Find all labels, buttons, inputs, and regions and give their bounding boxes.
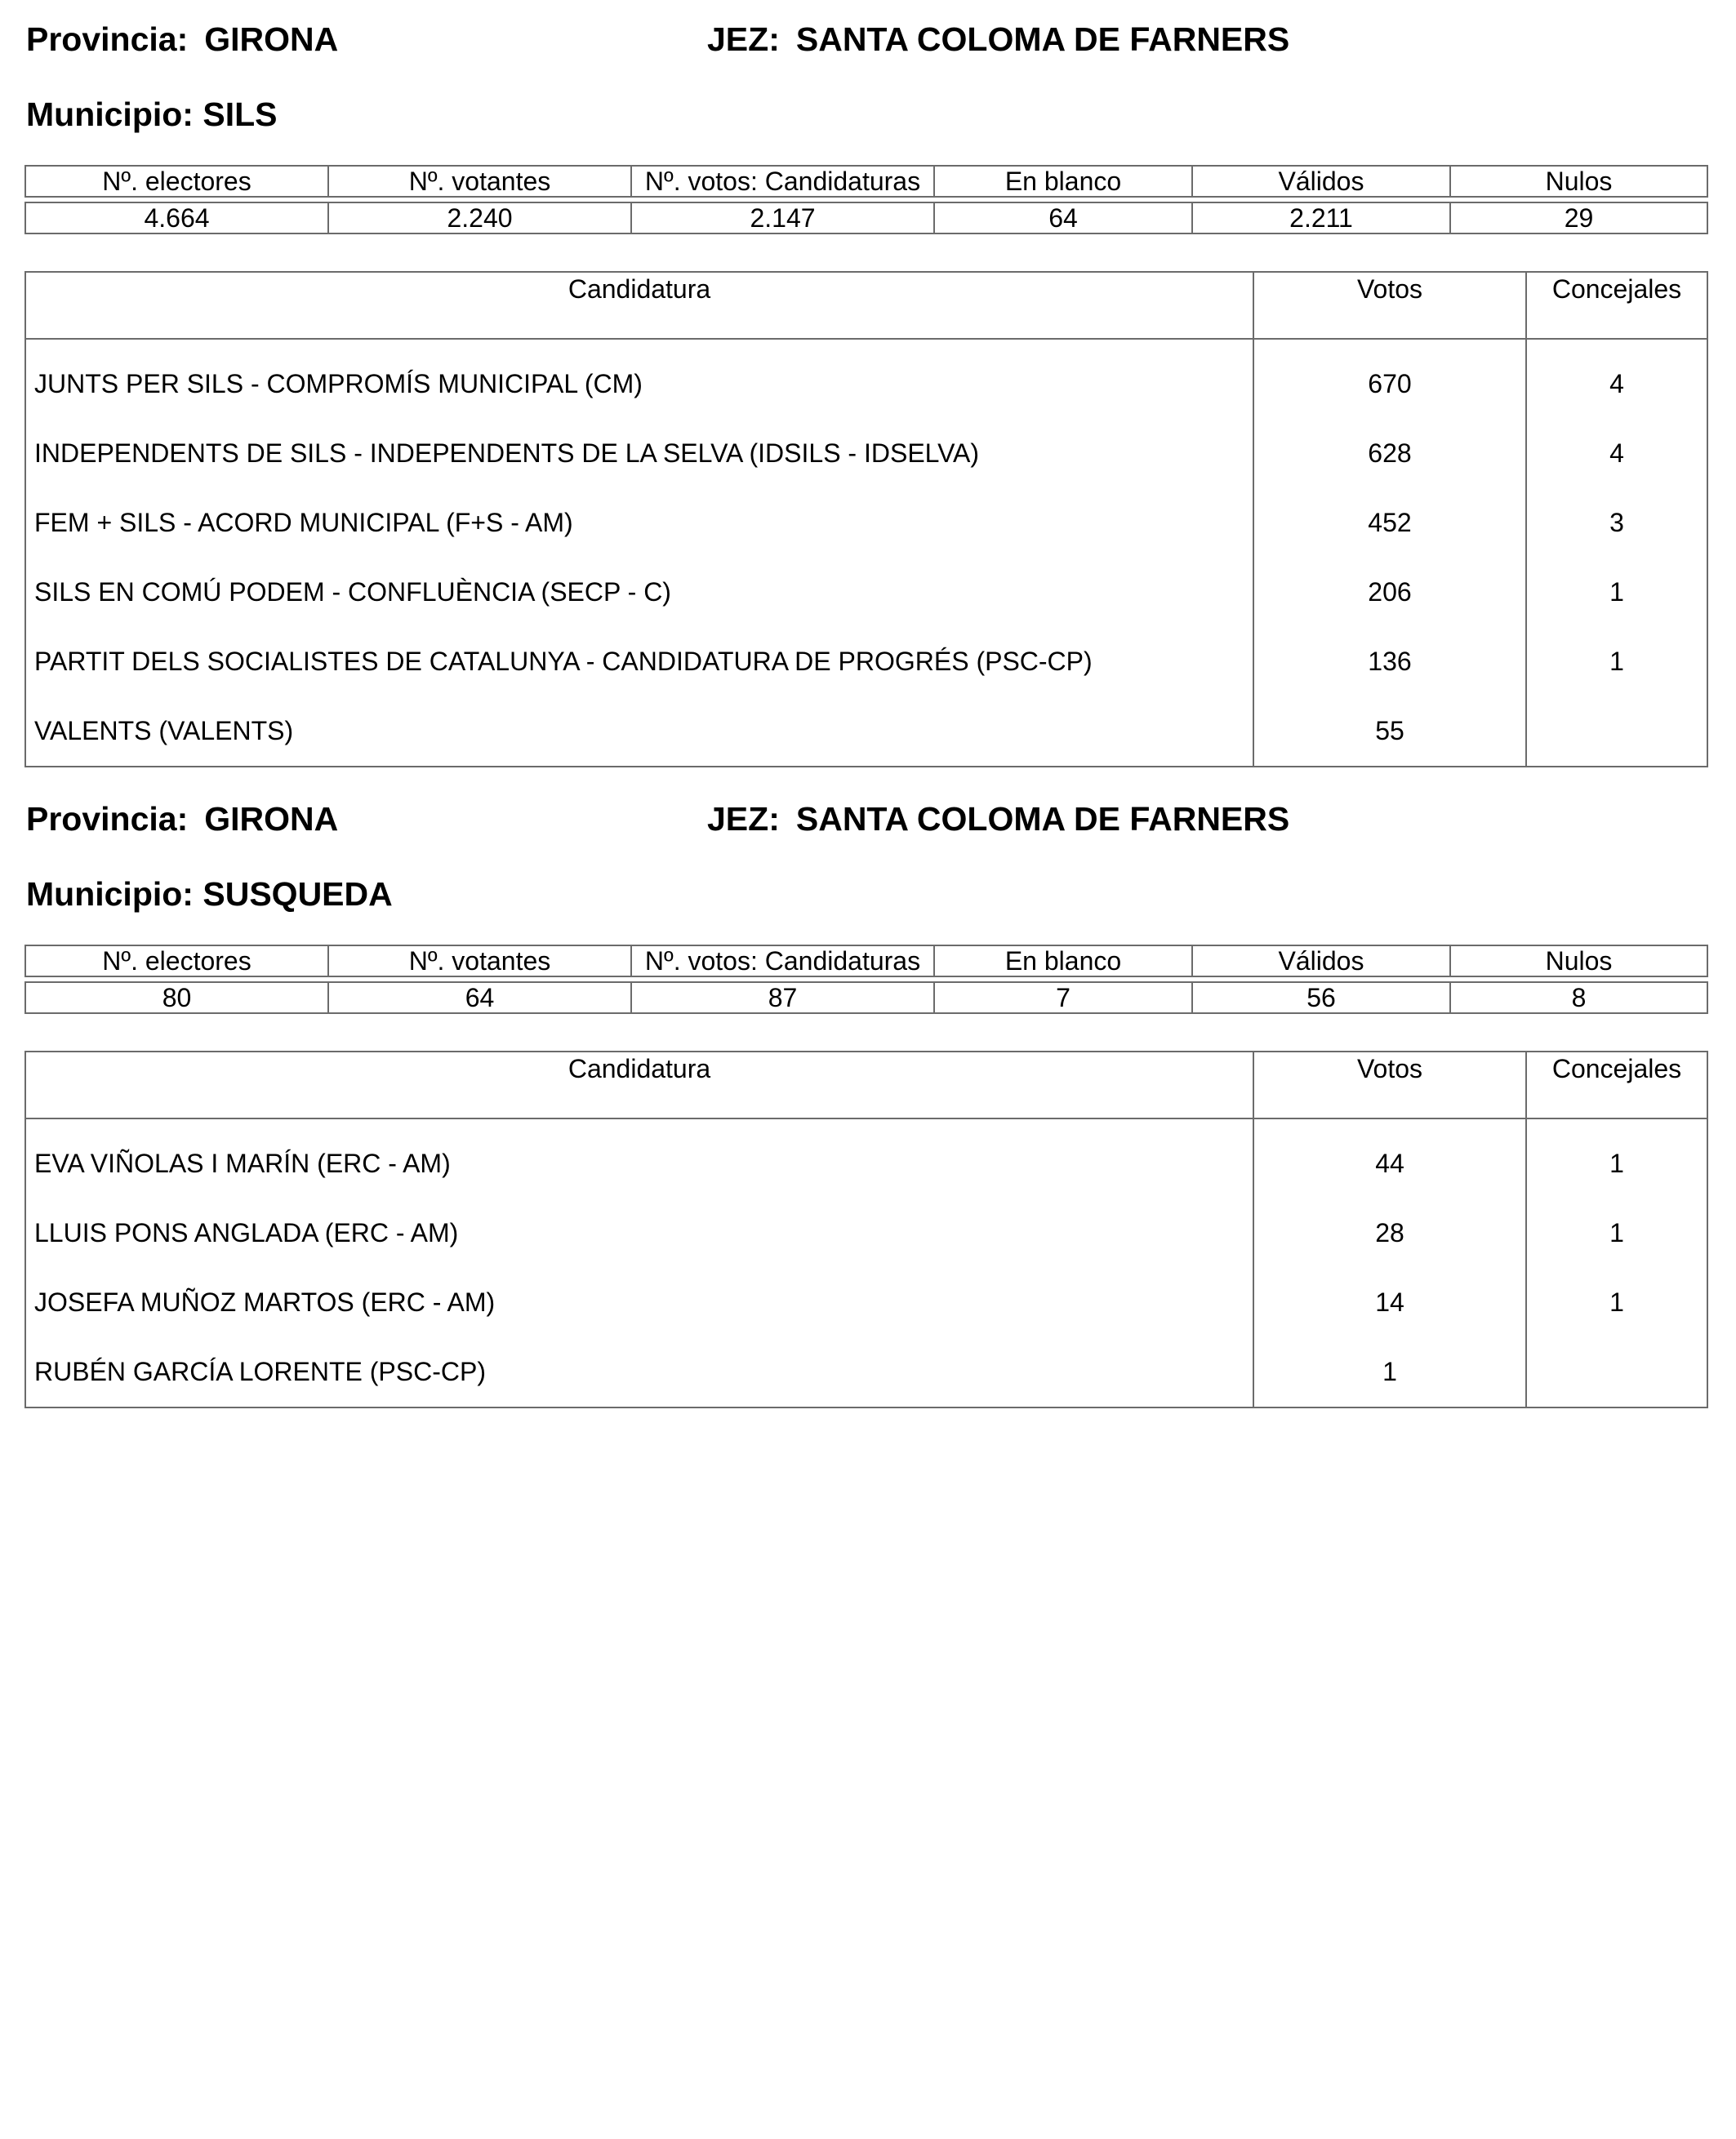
votos-cell: 14 bbox=[1253, 1268, 1526, 1337]
concejales-cell: 1 bbox=[1526, 627, 1707, 696]
concejales-cell bbox=[1526, 696, 1707, 767]
results-header-votos: Votos bbox=[1253, 272, 1526, 339]
candidatura-cell: RUBÉN GARCÍA LORENTE (PSC-CP) bbox=[34, 1357, 486, 1386]
stats-value-votos-candidaturas: 2.147 bbox=[631, 202, 934, 233]
municipio-value: SUSQUEDA bbox=[203, 875, 393, 913]
stats-header-row bbox=[25, 945, 1707, 976]
results-table bbox=[24, 1051, 1708, 1408]
votos-cell: 55 bbox=[1253, 696, 1526, 767]
summary-stats-table bbox=[24, 945, 1708, 1014]
votos-cell: 44 bbox=[1253, 1118, 1526, 1198]
results-header-row bbox=[25, 1052, 1707, 1118]
stats-header-validos: Válidos bbox=[1192, 166, 1450, 197]
results-header-candidatura: Candidatura bbox=[25, 1052, 1253, 1118]
jez-value: SANTA COLOMA DE FARNERS bbox=[795, 800, 1290, 838]
table-row bbox=[25, 1118, 1707, 1198]
votos-cell: 452 bbox=[1253, 488, 1526, 558]
municipio-label: Municipio: bbox=[26, 96, 194, 133]
municipio-label: Municipio: bbox=[26, 875, 194, 913]
table-row bbox=[25, 1198, 1707, 1268]
votos-cell: 1 bbox=[1253, 1337, 1526, 1407]
results-table bbox=[24, 271, 1708, 767]
candidatura-cell: JUNTS PER SILS - COMPROMÍS MUNICIPAL (CM) bbox=[34, 369, 643, 398]
provincia-label: Provincia: bbox=[26, 800, 189, 838]
results-header-votos: Votos bbox=[1253, 1052, 1526, 1118]
candidatura-cell: JOSEFA MUÑOZ MARTOS (ERC - AM) bbox=[34, 1287, 496, 1317]
candidatura-cell: EVA VIÑOLAS I MARÍN (ERC - AM) bbox=[34, 1149, 451, 1178]
concejales-cell: 4 bbox=[1526, 339, 1707, 419]
table-row bbox=[25, 339, 1707, 419]
stats-value-votantes: 2.240 bbox=[328, 202, 631, 233]
table-row bbox=[25, 1268, 1707, 1337]
votos-cell: 670 bbox=[1253, 339, 1526, 419]
votos-cell: 28 bbox=[1253, 1198, 1526, 1268]
candidatura-cell: PARTIT DELS SOCIALISTES DE CATALUNYA - CANDIDATURA DE PROGRÉS (PSC-CP) bbox=[34, 647, 1093, 676]
stats-header-votantes: Nº. votantes bbox=[328, 166, 631, 197]
stats-value-votos-candidaturas: 87 bbox=[631, 982, 934, 1013]
jez-heading bbox=[707, 20, 1290, 58]
stats-header-votos-candidaturas: Nº. votos: Candidaturas bbox=[631, 166, 934, 197]
table-row bbox=[25, 558, 1707, 627]
jez-heading bbox=[707, 800, 1290, 838]
stats-value-nulos: 29 bbox=[1450, 202, 1707, 233]
candidatura-cell: INDEPENDENTS DE SILS - INDEPENDENTS DE LA SELVA (IDSILS - IDSELVA) bbox=[34, 438, 980, 468]
concejales-cell: 1 bbox=[1526, 558, 1707, 627]
table-row bbox=[25, 419, 1707, 488]
stats-value-en-blanco: 64 bbox=[934, 202, 1192, 233]
candidatura-cell: VALENTS (VALENTS) bbox=[34, 716, 294, 745]
municipio-heading bbox=[26, 875, 393, 913]
stats-value-nulos: 8 bbox=[1450, 982, 1707, 1013]
stats-header-nulos: Nulos bbox=[1450, 945, 1707, 976]
stats-value-en-blanco: 7 bbox=[934, 982, 1192, 1013]
table-row bbox=[25, 696, 1707, 767]
results-header-candidatura: Candidatura bbox=[25, 272, 1253, 339]
provincia-label: Provincia: bbox=[26, 20, 189, 58]
votos-cell: 628 bbox=[1253, 419, 1526, 488]
votos-cell: 206 bbox=[1253, 558, 1526, 627]
summary-stats-table bbox=[24, 165, 1708, 234]
jez-label: JEZ: bbox=[707, 20, 780, 58]
stats-header-row bbox=[25, 166, 1707, 197]
concejales-cell bbox=[1526, 1337, 1707, 1407]
votos-cell: 136 bbox=[1253, 627, 1526, 696]
results-header-row bbox=[25, 272, 1707, 339]
candidatura-cell: SILS EN COMÚ PODEM - CONFLUÈNCIA (SECP - C) bbox=[34, 577, 671, 607]
table-row bbox=[25, 627, 1707, 696]
provincia-heading bbox=[26, 20, 339, 58]
stats-value-row bbox=[25, 982, 1707, 1013]
concejales-cell: 1 bbox=[1526, 1118, 1707, 1198]
stats-header-votantes: Nº. votantes bbox=[328, 945, 631, 976]
stats-value-validos: 2.211 bbox=[1192, 202, 1450, 233]
stats-header-electores: Nº. electores bbox=[25, 945, 328, 976]
provincia-value: GIRONA bbox=[204, 20, 339, 58]
concejales-cell: 1 bbox=[1526, 1198, 1707, 1268]
stats-value-row bbox=[25, 202, 1707, 233]
stats-header-nulos: Nulos bbox=[1450, 166, 1707, 197]
concejales-cell: 1 bbox=[1526, 1268, 1707, 1337]
stats-header-electores: Nº. electores bbox=[25, 166, 328, 197]
stats-header-en-blanco: En blanco bbox=[934, 166, 1192, 197]
municipio-heading bbox=[26, 98, 278, 131]
candidatura-cell: FEM + SILS - ACORD MUNICIPAL (F+S - AM) bbox=[34, 508, 573, 537]
concejales-cell: 3 bbox=[1526, 488, 1707, 558]
table-row bbox=[25, 488, 1707, 558]
results-header-concejales: Concejales bbox=[1526, 1052, 1707, 1118]
table-row bbox=[25, 1337, 1707, 1407]
provincia-heading bbox=[26, 800, 339, 838]
results-header-concejales: Concejales bbox=[1526, 272, 1707, 339]
jez-label: JEZ: bbox=[707, 800, 780, 838]
provincia-value: GIRONA bbox=[204, 800, 339, 838]
jez-value: SANTA COLOMA DE FARNERS bbox=[795, 20, 1290, 58]
stats-header-validos: Válidos bbox=[1192, 945, 1450, 976]
stats-value-votantes: 64 bbox=[328, 982, 631, 1013]
stats-header-en-blanco: En blanco bbox=[934, 945, 1192, 976]
stats-value-electores: 80 bbox=[25, 982, 328, 1013]
candidatura-cell: LLUIS PONS ANGLADA (ERC - AM) bbox=[34, 1218, 459, 1247]
stats-value-validos: 56 bbox=[1192, 982, 1450, 1013]
concejales-cell: 4 bbox=[1526, 419, 1707, 488]
stats-header-votos-candidaturas: Nº. votos: Candidaturas bbox=[631, 945, 934, 976]
stats-value-electores: 4.664 bbox=[25, 202, 328, 233]
municipio-value: SILS bbox=[203, 96, 278, 133]
